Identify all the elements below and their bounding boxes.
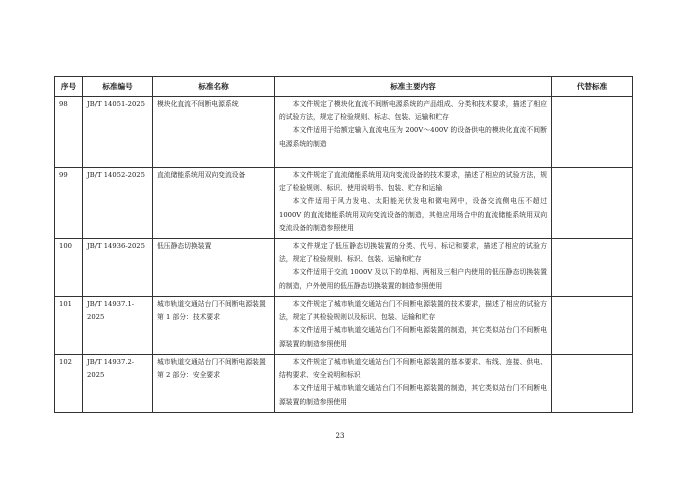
header-content: 标准主要内容 bbox=[275, 77, 552, 97]
header-name: 标准名称 bbox=[153, 77, 275, 97]
row-number: 99 bbox=[55, 168, 83, 239]
replaced-standard bbox=[552, 297, 633, 355]
content-paragraph: 本文件适用于风力发电、太阳能光伏发电和微电网中，设备交流侧电压不超过 1000V 的直流储能系统用双向变流设备的制造，其他应用场合中的直流储能系统用双向变流设备的制造参照使用 bbox=[279, 197, 547, 232]
row-number: 102 bbox=[55, 355, 83, 413]
content-paragraph: 本文件规定了模块化直流不间断电源系统的产品组成、分类和技术要求，描述了相应的试验方法，规定了检验规则、标志、包装、运输和贮存 bbox=[279, 100, 547, 122]
standard-content bbox=[275, 97, 552, 168]
content-paragraph: 本文件规定了低压静态切换装置的分类、代号、标记和要求，描述了相应的试验方法，规定了检验规则、标识、包装、运输和贮存 bbox=[279, 242, 547, 264]
table-header-row bbox=[55, 77, 633, 97]
standard-content bbox=[275, 168, 552, 239]
content-paragraph: 本文件规定了城市轨道交通站台门不间断电源装置的基本要求、布线、连接、供电、结构要求、安全说明和标识 bbox=[279, 358, 547, 380]
content-paragraph: 本文件适用于城市轨道交通站台门不间断电源装置的制造，其它类似站台门不间断电源装置的制造参照使用 bbox=[279, 326, 547, 348]
table-row bbox=[55, 97, 633, 168]
replaced-standard bbox=[552, 168, 633, 239]
standard-content bbox=[275, 239, 552, 297]
standard-name: 模块化直流不间断电源系统 bbox=[153, 97, 275, 168]
table-row bbox=[55, 297, 633, 355]
content-paragraph: 本文件适用于给额定输入直流电压为 200V～400V 的设备供电的模块化直流不间断电源系统的制造 bbox=[279, 126, 547, 148]
header-code: 标准编号 bbox=[83, 77, 153, 97]
content-paragraph: 本文件规定了城市轨道交通站台门不间断电源装置的技术要求，描述了相应的试验方法，规定了其检验规则以及标识、包装、运输和贮存 bbox=[279, 300, 547, 322]
standard-code: JB/T 14937.1-2025 bbox=[83, 297, 153, 355]
content-paragraph: 本文件规定了直流储能系统用双向变流设备的技术要求，描述了相应的试验方法，规定了检验规则、标识、使用说明书、包装、贮存和运输 bbox=[279, 171, 547, 193]
standard-content bbox=[275, 355, 552, 413]
standard-code: JB/T 14051-2025 bbox=[83, 97, 153, 168]
table-row bbox=[55, 355, 633, 413]
standard-name: 直流储能系统用双向变流设备 bbox=[153, 168, 275, 239]
standards-table bbox=[54, 76, 633, 413]
standard-content bbox=[275, 297, 552, 355]
replaced-standard bbox=[552, 97, 633, 168]
content-paragraph: 本文件适用于城市轨道交通站台门不间断电源装置的制造，其它类似站台门不间断电源装置的制造参照使用 bbox=[279, 384, 547, 406]
header-replaces: 代替标准 bbox=[552, 77, 633, 97]
standard-code: JB/T 14937.2-2025 bbox=[83, 355, 153, 413]
header-no: 序号 bbox=[55, 77, 83, 97]
standard-name: 城市轨道交通站台门不间断电源装置 第 2 部分：安全要求 bbox=[153, 355, 275, 413]
page-number: 23 bbox=[335, 432, 345, 440]
replaced-standard bbox=[552, 355, 633, 413]
row-number: 101 bbox=[55, 297, 83, 355]
standard-code: JB/T 14936-2025 bbox=[83, 239, 153, 297]
row-number: 100 bbox=[55, 239, 83, 297]
standard-name: 低压静态切换装置 bbox=[153, 239, 275, 297]
row-number: 98 bbox=[55, 97, 83, 168]
content-paragraph: 本文件适用于交流 1000V 及以下的单相、两相及三相户内使用的低压静态切换装置的制造，户外使用的低压静态切换装置的制造参照使用 bbox=[279, 268, 547, 290]
table-row bbox=[55, 239, 633, 297]
replaced-standard bbox=[552, 239, 633, 297]
standard-name: 城市轨道交通站台门不间断电源装置 第 1 部分：技术要求 bbox=[153, 297, 275, 355]
table-row bbox=[55, 168, 633, 239]
standard-code: JB/T 14052-2025 bbox=[83, 168, 153, 239]
